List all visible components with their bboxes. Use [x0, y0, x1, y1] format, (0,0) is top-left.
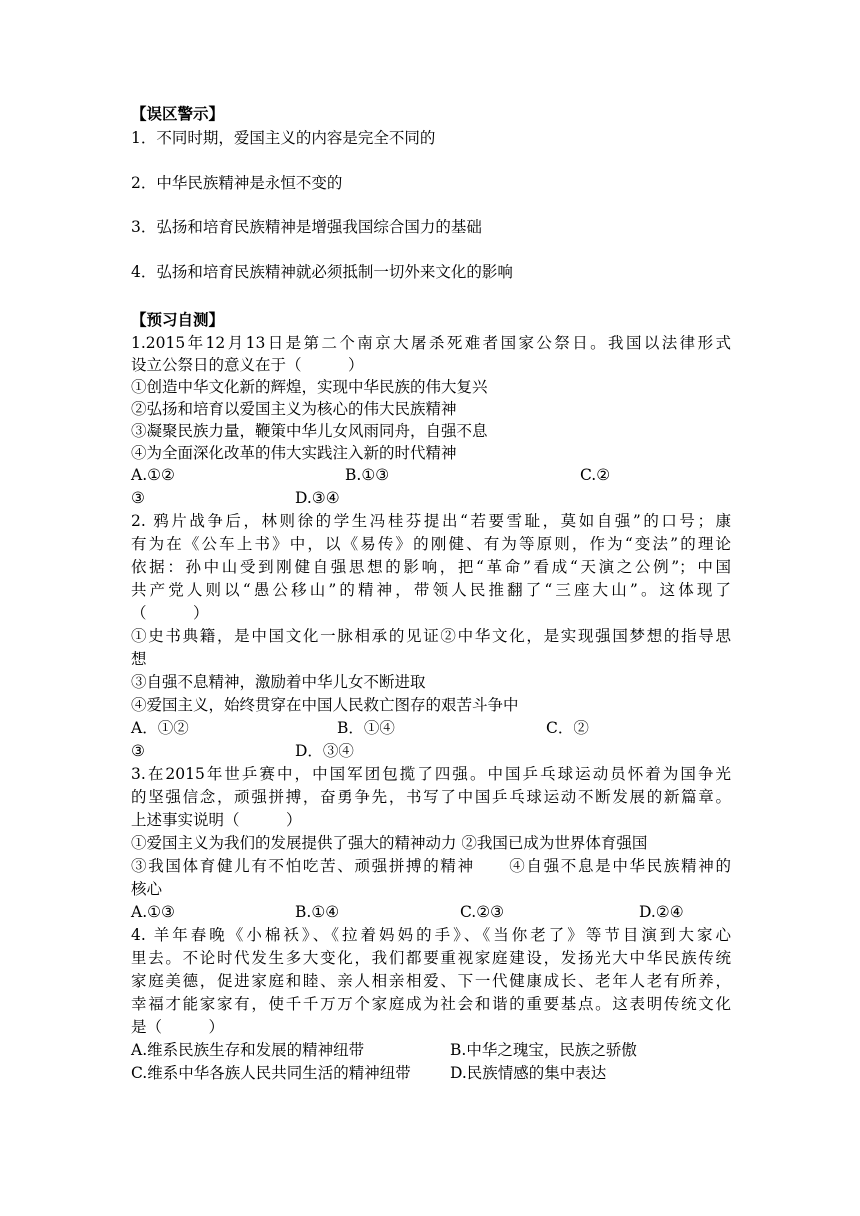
q4-option-b: B.中华之瑰宝，民族之骄傲 [450, 1041, 637, 1059]
q3-option-b: B.①④ [295, 903, 340, 921]
q1-option-b: B.①③ [345, 466, 390, 484]
q3-statement-4-cont: 核心 [131, 880, 163, 898]
q1-statement-3: ③凝聚民族力量，鞭策中华儿女风雨同舟，自强不息 [131, 422, 488, 440]
q2-option-d: D．③④ [295, 742, 354, 760]
q4-line-4: 幸福才能家家有，使千千万万个家庭成为社会和谐的重要基点。这表明传统文化 [131, 995, 731, 1013]
q1-option-c: C.② [580, 466, 611, 484]
mistake-item-2: 2．中华民族精神是永恒不变的 [131, 174, 343, 192]
q1-line-1: 1.2015年12月13日是第二个南京大屠杀死难者国家公祭日。我国以法律形式 [131, 334, 731, 352]
q4-line-1: 4. 羊年春晚《小棉袄》、《拉着妈妈的手》、《当你老了》等节目演到大家心 [131, 926, 731, 944]
q4-line-5: 是（ ） [131, 1018, 225, 1036]
q2-statement-3: ③自强不息精神，激励着中华儿女不断进取 [131, 673, 426, 691]
q2-statement-1-2: ①史书典籍，是中国文化一脉相承的见证②中华文化，是实现强国梦想的指导思 [131, 627, 731, 645]
section-heading-self-test: 【预习自测】 [131, 310, 225, 329]
q2-line-2: 有为在《公车上书》中，以《易传》的刚健、有为等原则，作为“变法”的理论 [131, 535, 731, 553]
q2-line-4: 共产党人则以“愚公移山”的精神，带领人民推翻了“三座大山”。这体现了 [131, 581, 731, 599]
q4-option-c: C.维系中华各族人民共同生活的精神纽带 [131, 1064, 411, 1082]
q2-option-c: C．② [546, 719, 589, 737]
q1-option-d: D.③④ [295, 489, 340, 507]
q1-line-2: 设立公祭日的意义在于（ ） [131, 356, 364, 374]
q2-statement-2-cont: 想 [131, 650, 147, 668]
q4-option-a: A.维系民族生存和发展的精神纽带 [131, 1041, 365, 1059]
q3-option-c: C.②③ [460, 903, 505, 921]
q4-option-d: D.民族情感的集中表达 [450, 1064, 607, 1082]
q4-line-2: 里去。不论时代发生多大变化，我们都要重视家庭建设，发扬光大中华民族传统 [131, 949, 731, 967]
mistake-item-3: 3．弘扬和培育民族精神是增强我国综合国力的基础 [131, 218, 482, 236]
q3-line-3: 上述事实说明（ ） [131, 811, 302, 829]
q1-statement-1: ①创造中华文化新的辉煌，实现中华民族的伟大复兴 [131, 378, 488, 396]
mistake-item-4: 4．弘扬和培育民族精神就必须抵制一切外来文化的影响 [131, 263, 513, 281]
q2-option-b: B．①④ [337, 719, 395, 737]
section-heading-mistakes: 【误区警示】 [131, 104, 225, 123]
q2-statement-4: ④爱国主义，始终贯穿在中国人民救亡图存的艰苦斗争中 [131, 696, 519, 714]
q1-statement-4: ④为全面深化改革的伟大实践注入新的时代精神 [131, 444, 457, 462]
q2-line-5: （ ） [131, 604, 209, 622]
q3-line-2: 的坚强信念，顽强拼搏，奋勇争先，书写了中国乒乓球运动不断发展的新篇章。 [131, 788, 731, 806]
q2-option-c-cont: ③ [131, 742, 145, 760]
q3-statement-3-4: ③我国体育健儿有不怕吃苦、顽强拼搏的精神 ④自强不息是中华民族精神的 [131, 857, 731, 875]
q2-option-a: A．①② [131, 719, 189, 737]
mistake-item-1: 1．不同时期，爱国主义的内容是完全不同的 [131, 129, 436, 147]
q1-statement-2: ②弘扬和培育以爱国主义为核心的伟大民族精神 [131, 400, 457, 418]
q1-option-c-cont: ③ [131, 489, 145, 507]
q2-line-1: 2. 鸦片战争后，林则徐的学生冯桂芬提出“若要雪耻，莫如自强”的口号；康 [131, 512, 731, 530]
q3-option-d: D.②④ [639, 903, 684, 921]
q3-option-a: A.①③ [131, 903, 175, 921]
q2-line-3: 依据：孙中山受到刚健自强思想的影响，把“革命”看成“天演之公例”；中国 [131, 558, 731, 576]
q1-option-a: A.①② [131, 466, 175, 484]
q3-statement-1-2: ①爱国主义为我们的发展提供了强大的精神动力 ②我国已成为世界体育强国 [131, 834, 648, 852]
q3-line-1: 3.在2015年世乒赛中，中国军团包揽了四强。中国乒乓球运动员怀着为国争光 [131, 765, 731, 783]
q4-line-3: 家庭美德，促进家庭和睦、亲人相亲相爱、下一代健康成长、老年人老有所养， [131, 972, 731, 990]
